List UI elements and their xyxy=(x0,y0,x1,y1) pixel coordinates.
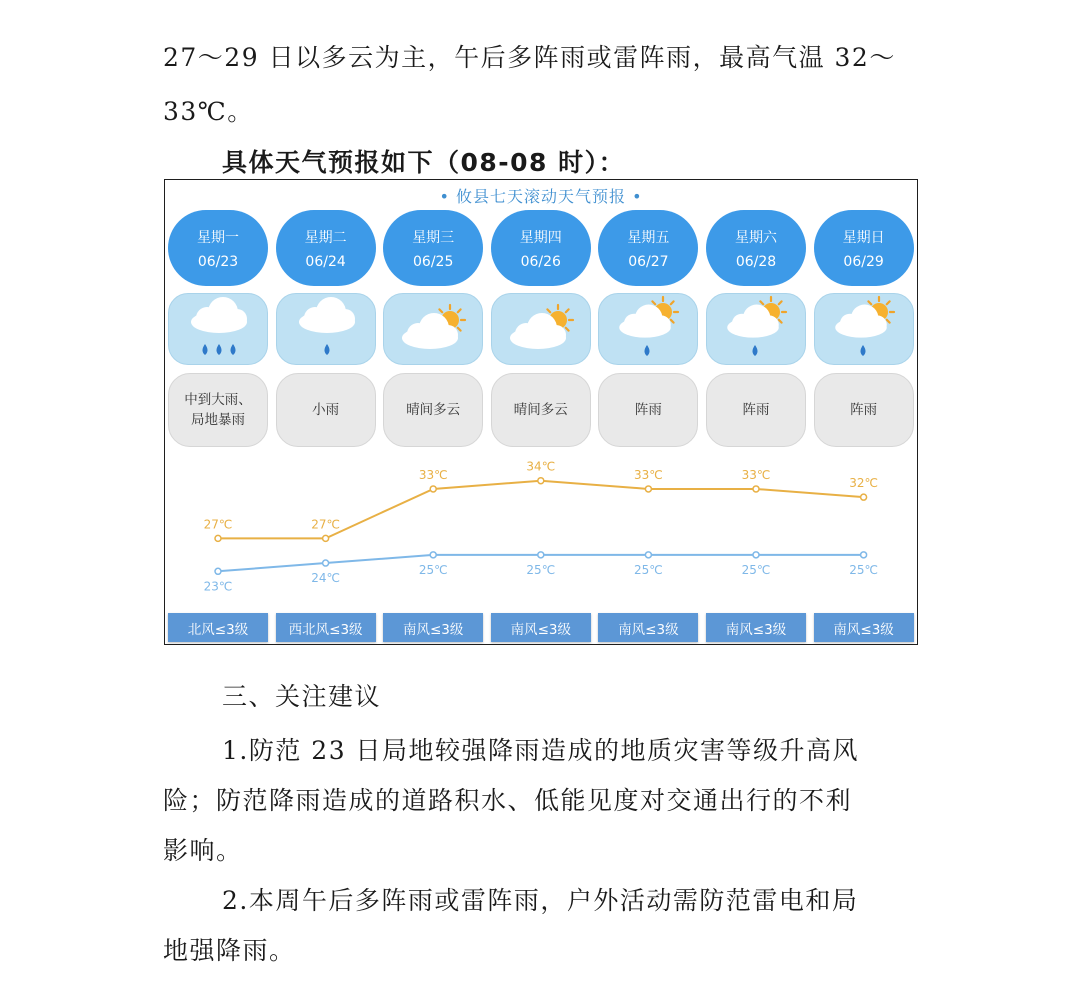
low-temp-point xyxy=(645,552,651,558)
condition-text: 晴间多云 xyxy=(513,402,568,418)
section3-title: 三、关注建议 xyxy=(222,682,382,711)
high-temp-label: 33℃ xyxy=(418,467,448,482)
low-temp-label: 24℃ xyxy=(311,571,340,586)
weekday-label: 星期一 xyxy=(197,230,239,246)
condition-text: 晴间多云 xyxy=(406,402,461,418)
low-temp-label: 23℃ xyxy=(203,579,233,594)
condition-text: 阵雨 xyxy=(634,402,662,418)
high-temp-label: 33℃ xyxy=(634,467,663,482)
weekday-label: 星期五 xyxy=(627,230,670,246)
low-temp-label: 25℃ xyxy=(418,562,448,577)
intro-line-1: 27～29 日以多云为主，午后多阵雨或雷阵雨，最高气温 32～ xyxy=(163,43,896,72)
high-temp-point xyxy=(323,535,329,541)
wind-label: 西北风≤3级 xyxy=(276,613,376,642)
high-temp-label: 32℃ xyxy=(849,476,878,491)
condition-text: 中到大雨、 xyxy=(184,392,252,408)
high-temp-label: 34℃ xyxy=(526,459,556,474)
wind-label: 北风≤3级 xyxy=(168,613,268,642)
high-temp-point xyxy=(430,486,436,492)
advice-1-line-1: 1.防范 23 日局地较强降雨造成的地质灾害等级升高风 xyxy=(222,736,860,765)
date-label: 06/28 xyxy=(735,254,777,270)
low-temp-point xyxy=(753,552,759,558)
wind-label: 南风≤3级 xyxy=(491,613,591,642)
low-temp-point xyxy=(861,552,867,558)
advice-1-line-2: 险；防范降雨造成的道路积水、低能见度对交通出行的不利 xyxy=(163,786,853,815)
low-temp-point xyxy=(430,552,436,558)
date-label: 06/25 xyxy=(413,254,454,270)
date-label: 06/26 xyxy=(520,254,561,270)
advice-1-line-3: 影响。 xyxy=(163,836,243,865)
condition-text: 局地暴雨 xyxy=(191,412,245,428)
high-temp-point xyxy=(645,486,651,492)
high-temp-point xyxy=(215,535,221,541)
high-temp-point xyxy=(861,494,867,500)
forecast-figure xyxy=(164,179,918,645)
weekday-label: 星期二 xyxy=(304,230,347,246)
wind-label: 南风≤3级 xyxy=(814,613,914,642)
advice-2-line-2: 地强降雨。 xyxy=(163,936,296,965)
low-temp-point xyxy=(215,568,221,574)
wind-label: 南风≤3级 xyxy=(598,613,698,642)
forecast-heading: 具体天气预报如下（08-08 时）： xyxy=(222,148,626,177)
weekday-label: 星期六 xyxy=(735,230,777,246)
low-temp-label: 25℃ xyxy=(849,562,878,577)
condition-text: 阵雨 xyxy=(850,402,878,418)
wind-label: 南风≤3级 xyxy=(383,613,483,642)
weekday-label: 星期三 xyxy=(412,230,455,246)
low-temp-point xyxy=(538,552,544,558)
weekday-label: 星期日 xyxy=(842,230,885,246)
high-temp-label: 33℃ xyxy=(741,467,771,482)
low-temp-label: 25℃ xyxy=(526,562,556,577)
high-temp-label: 27℃ xyxy=(311,517,340,532)
condition-text: 阵雨 xyxy=(742,402,770,418)
advice-2-line-1: 2.本周午后多阵雨或雷阵雨，户外活动需防范雷电和局 xyxy=(222,886,859,915)
high-temp-label: 27℃ xyxy=(203,517,233,532)
low-temp-point xyxy=(323,560,329,566)
high-temp-point xyxy=(753,486,759,492)
low-temp-label: 25℃ xyxy=(741,562,771,577)
wind-label: 南风≤3级 xyxy=(706,613,806,642)
intro-line-2: 33℃。 xyxy=(163,97,254,126)
low-temp-label: 25℃ xyxy=(634,562,663,577)
date-label: 06/24 xyxy=(305,254,346,270)
condition-text: 小雨 xyxy=(312,402,340,418)
weekday-label: 星期四 xyxy=(519,230,562,246)
high-temp-point xyxy=(538,478,544,484)
forecast-title: • 攸县七天滚动天气预报 • xyxy=(439,187,643,206)
temperature-chart xyxy=(165,180,917,644)
date-label: 06/27 xyxy=(628,254,669,270)
date-label: 06/29 xyxy=(843,254,884,270)
date-label: 06/23 xyxy=(197,254,239,270)
